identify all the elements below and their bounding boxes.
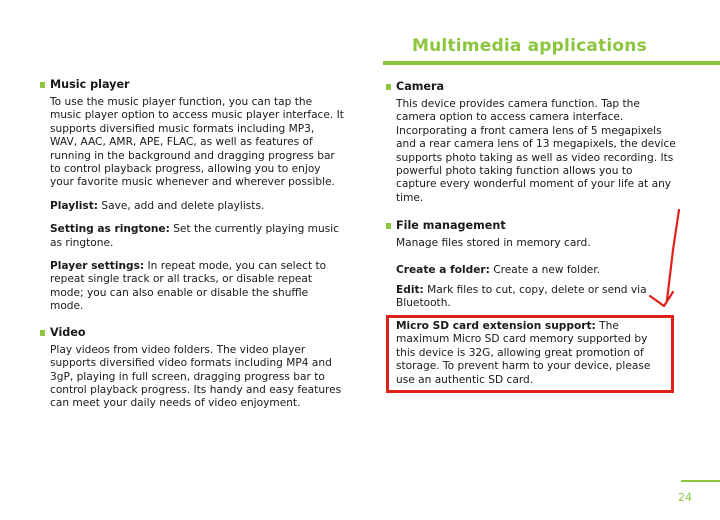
playlist-paragraph <box>50 200 344 213</box>
camera-heading-text: Camera <box>396 80 445 93</box>
music-player-intro: To use the music player function, you can tap the music player option to access music player interface. It supports diversified music formats including MP3, WAV, AAC, AMR, APE, FLAC, as well as features of running in the background and dragging progress bar to control playback progress, allowing you to enjoy your favorite music whenever and wherever possible. <box>50 96 344 189</box>
file-management-intro: Manage files stored in memory card. <box>396 237 591 250</box>
sd-card-text: The maximum Micro SD card memory supported by this device is 32G, allowing great promotion of storage. To prevent harm to your device, please use an authentic SD card. <box>396 319 651 386</box>
music-player-body <box>50 96 344 314</box>
page-number: 24 <box>678 491 692 504</box>
file-management-heading-text: File management <box>396 219 506 233</box>
sd-card-label: Micro SD card extension support: <box>396 319 596 332</box>
camera-section <box>386 80 676 205</box>
create-folder-text: Create a new folder. <box>489 263 601 276</box>
edit-label: Edit: <box>396 284 424 297</box>
left-column <box>40 78 344 421</box>
bullet-icon <box>40 330 45 336</box>
sd-card-highlight-box <box>386 315 674 393</box>
video-heading-text: Video <box>50 325 86 339</box>
camera-body <box>396 98 676 205</box>
bullet-icon <box>386 84 391 90</box>
page-title: Multimedia applications <box>412 36 647 56</box>
player-settings-paragraph <box>50 260 344 314</box>
file-management-body <box>396 237 676 311</box>
music-player-heading-text: Music player <box>50 78 130 91</box>
video-body <box>50 344 344 411</box>
music-player-heading <box>40 78 344 92</box>
bullet-icon <box>40 82 45 88</box>
bullet-icon <box>386 223 391 229</box>
playlist-label: Playlist: <box>50 199 98 212</box>
player-settings-text: In repeat mode, you can select to repeat single track or all tracks, or disable repeat mode; you can also enable or disable the shuffle mode. <box>50 260 327 313</box>
video-section <box>40 326 344 411</box>
footer-rule <box>681 480 720 482</box>
ringtone-paragraph <box>50 223 344 250</box>
video-text: Play videos from video folders. The video player supports diversified video formats including MP4 and 3gP, playing in full screen, dragging progress bar to control playback progress. Its handy and easy features can meet your daily needs of video enjoyment. <box>50 343 342 410</box>
ringtone-label: Setting as ringtone: <box>50 223 170 236</box>
edit-text: Mark files to cut, copy, delete or send via Bluetooth. <box>396 284 647 310</box>
camera-heading <box>386 80 676 94</box>
playlist-text: Save, add and delete playlists. <box>98 199 265 212</box>
player-settings-label: Player settings: <box>50 260 145 273</box>
music-player-section <box>40 78 344 314</box>
edit-paragraph <box>396 284 676 311</box>
file-management-heading <box>386 219 676 233</box>
title-rule <box>383 61 720 65</box>
video-heading <box>40 326 344 340</box>
ringtone-text: Set the currently playing music as ringtone. <box>50 223 340 249</box>
create-folder-paragraph <box>396 264 676 277</box>
camera-text: This device provides camera function. Tap the camera option to access camera interface. Incorporating a front camera lens of 5 megapixels and a rear camera lens of 13 megapixels, the device supports photo taking as well as video recording. Its powerful photo taking function allows you to capture every wonderful moment of your life at any time. <box>396 98 676 204</box>
create-folder-label: Create a folder: <box>396 263 490 276</box>
right-column <box>386 80 676 393</box>
file-management-section <box>386 219 676 393</box>
